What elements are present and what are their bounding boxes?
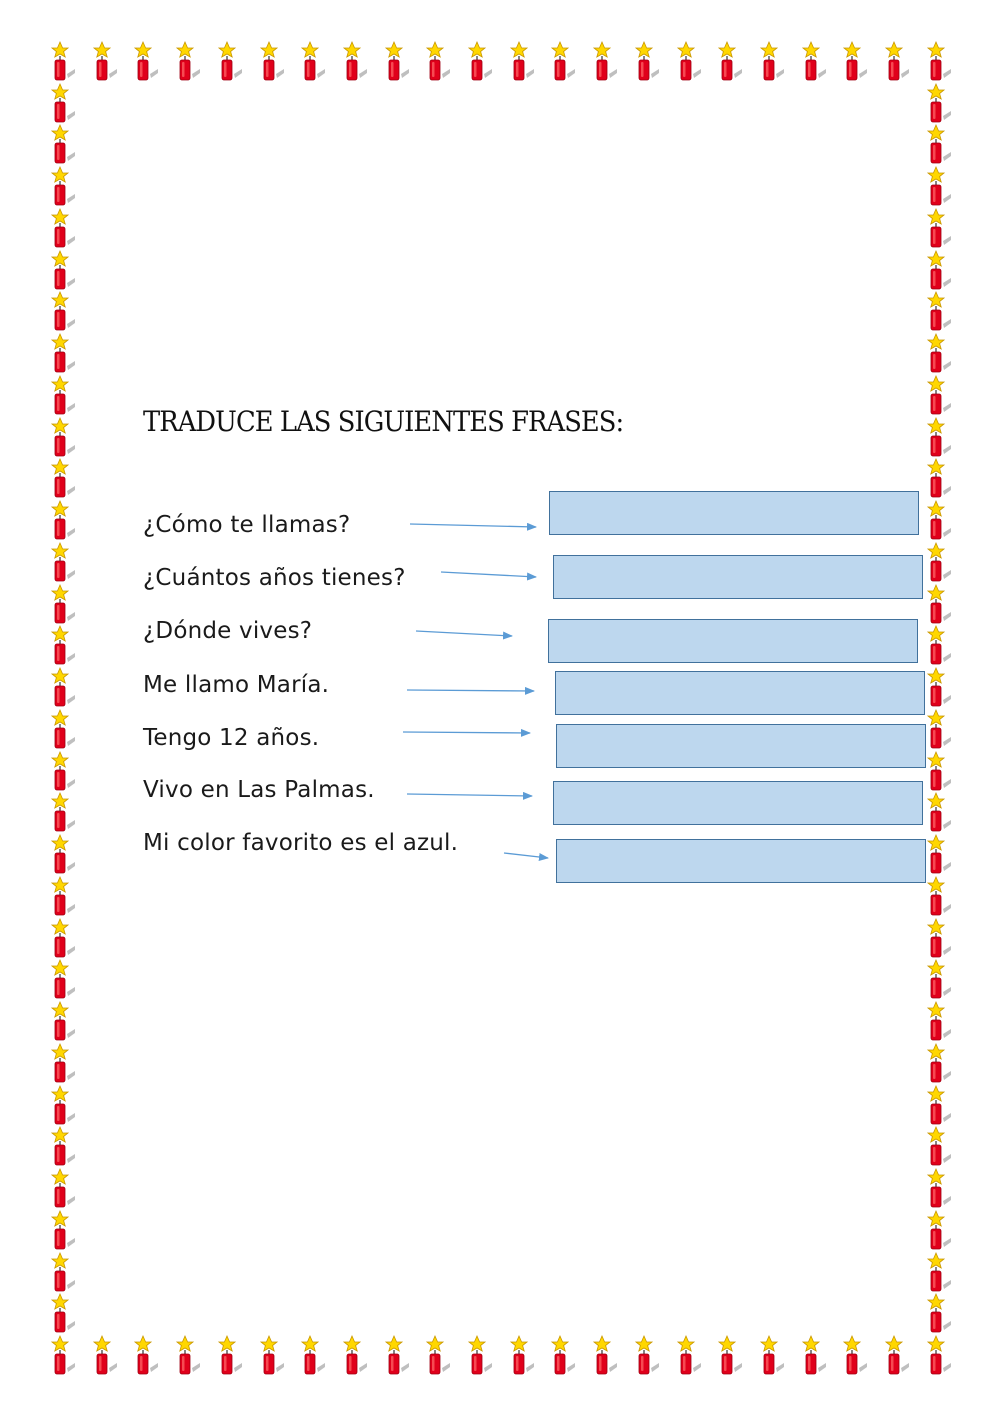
- candle-icon: [928, 1002, 951, 1040]
- candle-icon: [928, 835, 951, 873]
- candle-icon: [886, 42, 909, 80]
- candle-icon: [52, 334, 75, 372]
- candle-icon: [928, 752, 951, 790]
- candle-icon: [844, 1336, 867, 1374]
- candle-icon: [469, 42, 492, 80]
- candle-icon: [928, 919, 951, 957]
- candle-icon: [844, 42, 867, 80]
- candle-icon: [52, 1294, 75, 1332]
- candle-icon: [135, 1336, 158, 1374]
- candle-icon: [135, 42, 158, 80]
- candle-icon: [928, 42, 951, 80]
- candle-icon: [52, 1336, 75, 1374]
- candle-icon: [52, 209, 75, 247]
- candle-icon: [52, 167, 75, 205]
- candle-icon: [386, 1336, 409, 1374]
- candle-icon: [52, 42, 75, 80]
- candle-icon: [678, 42, 701, 80]
- candle-icon: [928, 877, 951, 915]
- candle-icon: [52, 125, 75, 163]
- candle-icon: [427, 42, 450, 80]
- phrase-3: ¿Dónde vives?: [143, 618, 313, 644]
- candle-icon: [52, 835, 75, 873]
- phrase-6: Vivo en Las Palmas.: [143, 777, 375, 803]
- candle-icon: [52, 668, 75, 706]
- candle-icon: [52, 418, 75, 456]
- candle-icon: [52, 1211, 75, 1249]
- candle-icon: [219, 42, 242, 80]
- phrase-4: Me llamo María.: [143, 672, 330, 698]
- candle-icon: [886, 1336, 909, 1374]
- candle-icon: [261, 1336, 284, 1374]
- candle-icon: [803, 1336, 826, 1374]
- candle-icon: [427, 1336, 450, 1374]
- arrow-right-icon: [407, 794, 532, 796]
- candle-icon: [636, 1336, 659, 1374]
- candle-icon: [552, 1336, 575, 1374]
- answer-box-7[interactable]: [556, 839, 926, 883]
- candle-icon: [928, 793, 951, 831]
- candle-icon: [594, 42, 617, 80]
- candle-icon: [344, 42, 367, 80]
- candle-icon: [52, 626, 75, 664]
- candle-icon: [928, 1253, 951, 1291]
- candle-icon: [52, 543, 75, 581]
- candle-icon: [803, 42, 826, 80]
- phrase-1: ¿Cómo te llamas?: [143, 512, 351, 538]
- candle-icon: [678, 1336, 701, 1374]
- candle-icon: [928, 1044, 951, 1082]
- arrow-right-icon: [441, 572, 536, 577]
- candle-icon: [261, 42, 284, 80]
- candle-icon: [636, 42, 659, 80]
- candle-icon: [52, 501, 75, 539]
- candle-icon: [928, 1169, 951, 1207]
- candle-icon: [719, 42, 742, 80]
- candle-icon: [928, 585, 951, 623]
- candle-icon: [469, 1336, 492, 1374]
- candle-icon: [928, 960, 951, 998]
- candle-icon: [52, 1169, 75, 1207]
- candle-icon: [52, 1002, 75, 1040]
- candle-icon: [928, 1127, 951, 1165]
- arrow-right-icon: [416, 631, 512, 636]
- candle-icon: [761, 1336, 784, 1374]
- candle-icon: [928, 84, 951, 122]
- arrow-right-icon: [403, 732, 530, 733]
- candle-icon: [52, 1253, 75, 1291]
- candle-icon: [928, 418, 951, 456]
- candle-icon: [52, 1127, 75, 1165]
- candle-icon: [719, 1336, 742, 1374]
- candle-icon: [386, 42, 409, 80]
- candle-icon: [177, 1336, 200, 1374]
- candle-icon: [52, 960, 75, 998]
- candle-icon: [52, 1086, 75, 1124]
- phrase-7: Mi color favorito es el azul.: [143, 830, 459, 856]
- candle-icon: [594, 1336, 617, 1374]
- candle-icon: [302, 1336, 325, 1374]
- candle-icon: [511, 42, 534, 80]
- candle-icon: [52, 459, 75, 497]
- candle-icon: [761, 42, 784, 80]
- answer-box-1[interactable]: [549, 491, 919, 535]
- candle-icon: [928, 251, 951, 289]
- candle-icon: [928, 501, 951, 539]
- candle-icon: [52, 752, 75, 790]
- candle-icon: [94, 1336, 117, 1374]
- arrow-right-icon: [504, 853, 548, 858]
- candle-icon: [928, 668, 951, 706]
- candle-icon: [928, 543, 951, 581]
- candle-icon: [52, 710, 75, 748]
- candle-icon: [928, 334, 951, 372]
- candle-icon: [928, 1211, 951, 1249]
- candle-icon: [928, 1336, 951, 1374]
- page-title: TRADUCE LAS SIGUIENTES FRASES:: [143, 405, 624, 438]
- candle-icon: [177, 42, 200, 80]
- candle-icon: [928, 1294, 951, 1332]
- candle-icon: [52, 919, 75, 957]
- candle-icon: [52, 84, 75, 122]
- candle-icon: [94, 42, 117, 80]
- answer-box-2[interactable]: [553, 555, 923, 599]
- candle-icon: [52, 877, 75, 915]
- candle-icon: [928, 167, 951, 205]
- candle-icon: [52, 376, 75, 414]
- candle-icon: [928, 292, 951, 330]
- phrase-2: ¿Cuántos años tienes?: [143, 565, 406, 591]
- candle-icon: [511, 1336, 534, 1374]
- candle-icon: [344, 1336, 367, 1374]
- answer-box-6[interactable]: [553, 781, 923, 825]
- candle-icon: [928, 209, 951, 247]
- candle-icon: [928, 710, 951, 748]
- arrow-right-icon: [407, 690, 534, 691]
- candle-icon: [52, 251, 75, 289]
- candle-icon: [928, 125, 951, 163]
- arrow-right-icon: [410, 524, 536, 527]
- answer-box-5[interactable]: [556, 724, 926, 768]
- phrase-5: Tengo 12 años.: [143, 725, 320, 751]
- candle-icon: [52, 585, 75, 623]
- answer-box-3[interactable]: [548, 619, 918, 663]
- candle-icon: [928, 626, 951, 664]
- candle-icon: [52, 1044, 75, 1082]
- candle-icon: [219, 1336, 242, 1374]
- candle-icon: [928, 376, 951, 414]
- candle-icon: [928, 1086, 951, 1124]
- candle-icon: [52, 793, 75, 831]
- answer-box-4[interactable]: [555, 671, 925, 715]
- candle-icon: [552, 42, 575, 80]
- candle-icon: [302, 42, 325, 80]
- candle-icon: [52, 292, 75, 330]
- candle-icon: [928, 459, 951, 497]
